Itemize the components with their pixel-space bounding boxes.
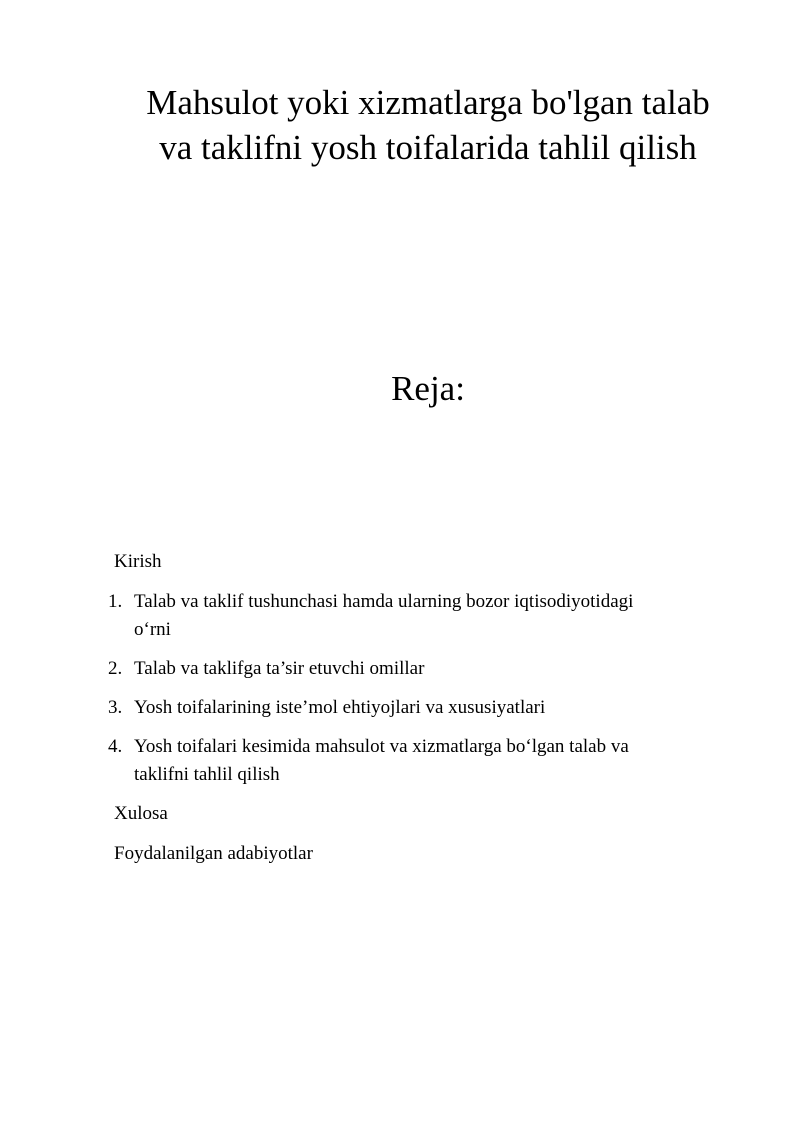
plan-item-4 bbox=[108, 733, 734, 789]
plan-item-number: 2. bbox=[108, 658, 123, 679]
plan-list bbox=[108, 548, 734, 868]
plan-item-number: 3. bbox=[108, 697, 123, 718]
title-line-2: va taklifni yosh toifalarida tahlil qilish bbox=[159, 128, 697, 167]
plan-item-text: Yosh toifalari kesimida mahsulot va xizmatlarga bo‘lgan talab va bbox=[134, 736, 629, 757]
plan-intro: Kirish bbox=[114, 551, 162, 572]
plan-conclusion: Xulosa bbox=[114, 803, 168, 824]
plan-item-2 bbox=[108, 655, 734, 683]
plan-heading: Reja: bbox=[391, 369, 465, 408]
document-title bbox=[100, 80, 756, 170]
plan-item-text: Yosh toifalarining iste’mol ehtiyojlari va xususiyatlari bbox=[134, 697, 546, 718]
plan-item-1 bbox=[108, 588, 734, 644]
title-line-1: Mahsulot yoki xizmatlarga bo'lgan talab bbox=[146, 83, 710, 122]
plan-references: Foydalanilgan adabiyotlar bbox=[114, 843, 313, 864]
plan-item-number: 1. bbox=[108, 591, 123, 612]
plan-item-number: 4. bbox=[108, 736, 123, 757]
plan-item-3 bbox=[108, 694, 734, 722]
plan-item-text-continued: o‘rni bbox=[134, 619, 171, 640]
plan-item-text-continued: taklifni tahlil qilish bbox=[134, 764, 280, 785]
plan-item-text: Talab va taklif tushunchasi hamda ularning bozor iqtisodiyotidagi bbox=[134, 591, 634, 612]
plan-item-text: Talab va taklifga ta’sir etuvchi omillar bbox=[134, 658, 425, 679]
